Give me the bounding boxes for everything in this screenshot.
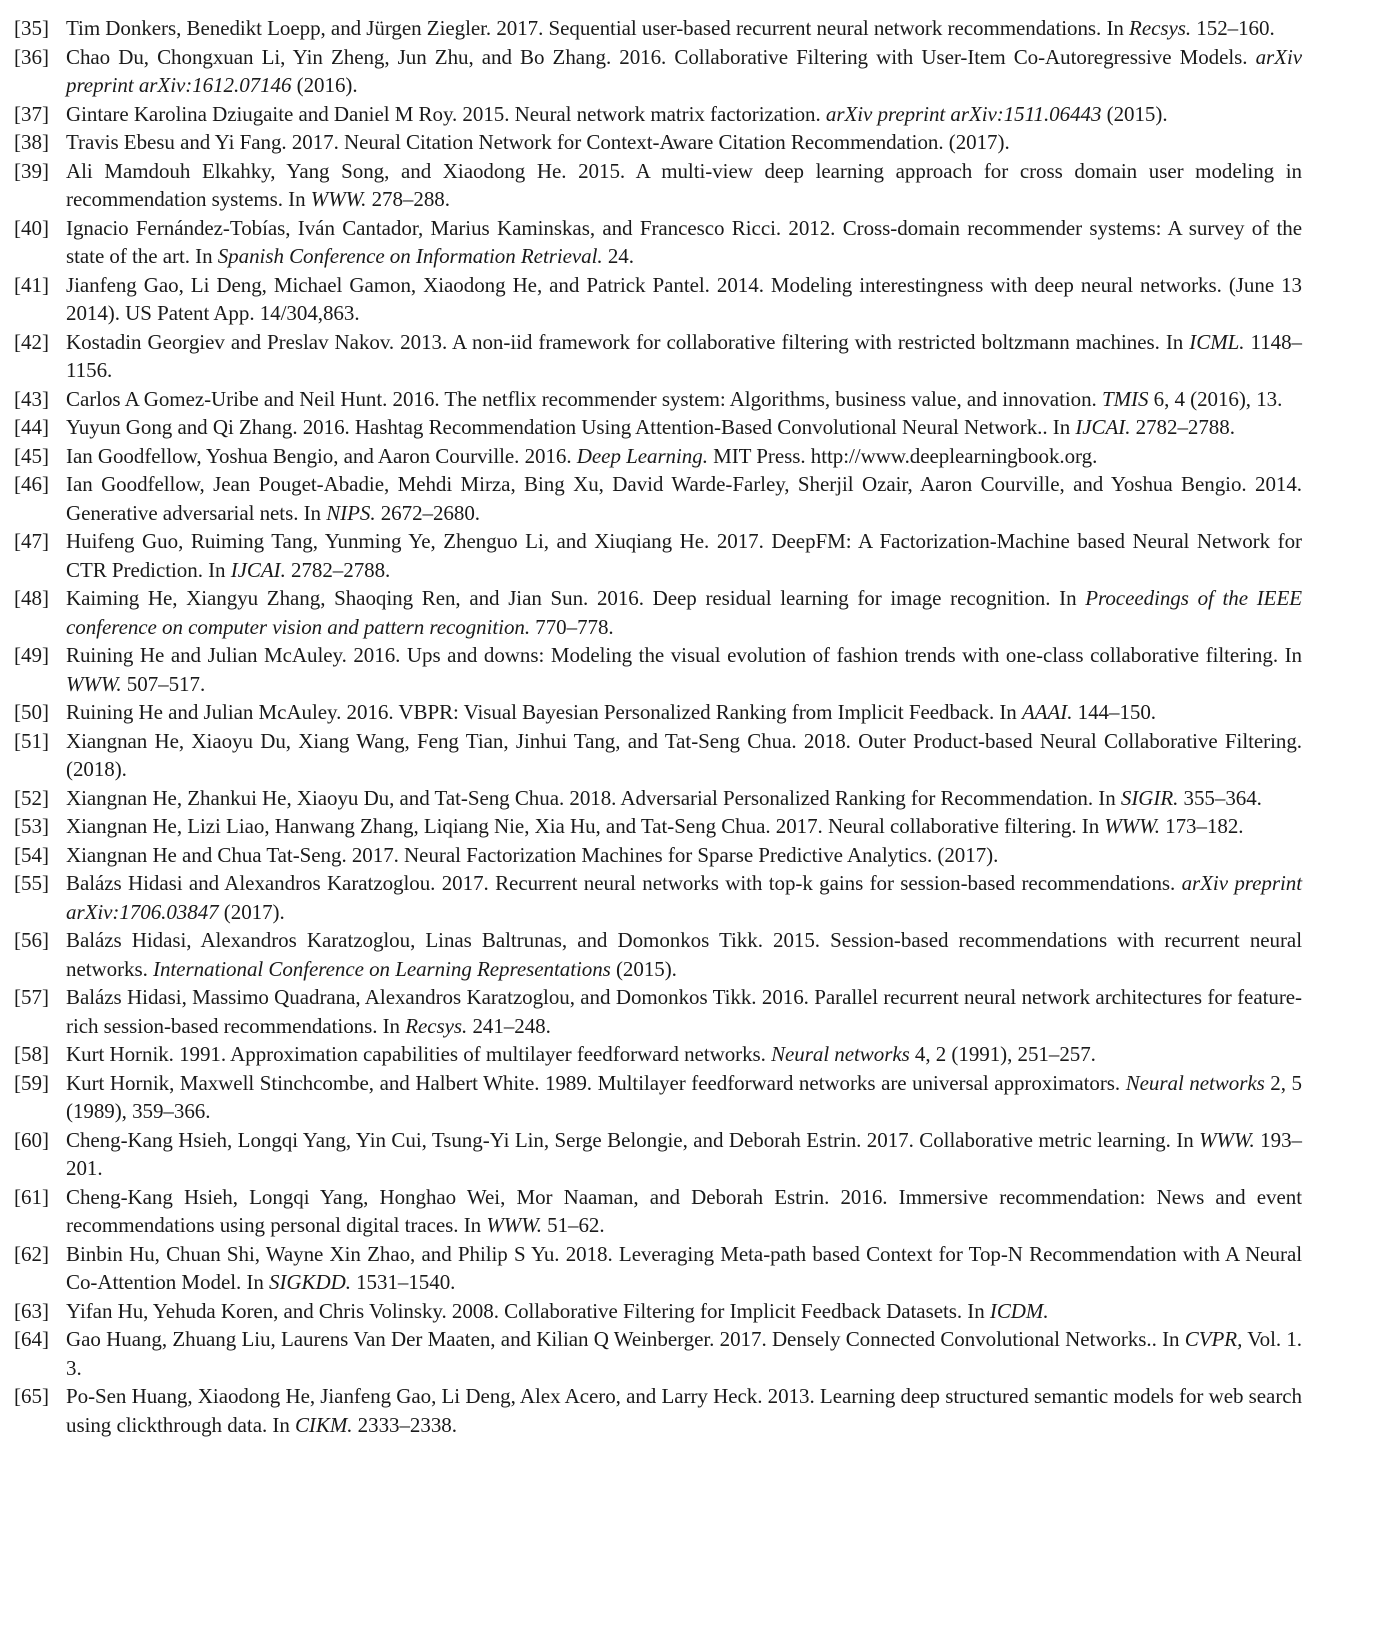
reference-text [66,869,1302,926]
reference-entry [14,413,1302,442]
reference-text [66,1382,1302,1439]
reference-text-run: 1148–1156. [66,329,1302,382]
reference-entry [14,328,1302,385]
reference-venue-italic: Deep Learning. [576,443,708,468]
reference-venue-italic: CIKM. [294,1412,353,1437]
reference-number: [59] [14,1070,49,1095]
reference-number: [45] [14,443,49,468]
reference-text-run: Jianfeng Gao, Li Deng, Michael Gamon, Xiaodong He, and Patrick Pantel. 2014. Modeling interestingness with deep neural networks. (June 13 2014). US Patent App. 14/304,863. [66,272,1302,325]
reference-venue-italic: IJCAI. [1075,415,1131,439]
reference-entry [14,527,1302,584]
reference-entry [14,100,1302,129]
reference-text-run: Xiangnan He and Chua Tat-Seng. 2017. Neural Factorization Machines for Sparse Predictive Analytics. (2017). [66,842,999,867]
reference-venue-italic: WWW. [66,671,122,696]
reference-text-run: 144–150. [1072,700,1156,724]
reference-entry [14,584,1302,641]
reference-text-run: 507–517. [121,671,206,696]
reference-entry [14,271,1302,328]
reference-text [66,470,1302,527]
reference-venue-italic: IJCAI. [230,557,286,582]
reference-text-run: 51–62. [541,1213,605,1237]
reference-text-run: Ruining He and Julian McAuley. 2016. VBPR: Visual Bayesian Personalized Ranking from Implicit Feedback. In [66,700,1022,724]
reference-text-run: Ian Goodfellow, Jean Pouget-Abadie, Mehdi Mirza, Bing Xu, David Warde-Farley, Sherjil Ozair, Aaron Courville, and Yoshua Bengio. 2014. Generative adversarial nets. In [66,472,1302,525]
reference-list [14,14,1302,1439]
reference-entry [14,14,1302,43]
reference-text-run: Ignacio Fernández-Tobías, Iván Cantador, Marius Kaminskas, and Francesco Ricci. 2012. Cross-domain recommender systems: A survey of the state of the art. In [66,215,1302,268]
reference-entry [14,1040,1302,1069]
reference-text-run: (2017). [218,899,285,924]
reference-text-run: Xiangnan He, Xiaoyu Du, Xiang Wang, Feng Tian, Jinhui Tang, and Tat-Seng Chua. 2018. Outer Product-based Neural Collaborative Filtering. (2018). [66,728,1302,781]
reference-number: [63] [14,1298,49,1323]
reference-text-run: Travis Ebesu and Yi Fang. 2017. Neural Citation Network for Context-Aware Citation Recommendation. (2017). [66,130,1010,154]
reference-number: [54] [14,842,49,867]
reference-entry [14,157,1302,214]
reference-text-run: Kurt Hornik, Maxwell Stinchcombe, and Halbert White. 1989. Multilayer feedforward networks are universal approximators. [66,1070,1126,1095]
reference-entry [14,926,1302,983]
reference-text [66,442,1302,471]
reference-number: [57] [14,985,49,1009]
reference-text-run: Chao Du, Chongxuan Li, Yin Zheng, Jun Zhu, and Bo Zhang. 2016. Collaborative Filtering with User-Item Co-Autoregressive Models. [66,44,1256,69]
reference-number: [40] [14,215,49,240]
reference-entry [14,1382,1302,1439]
reference-text-run: 355–364. [1178,785,1262,810]
reference-entry [14,442,1302,471]
reference-text [66,1183,1302,1240]
reference-entry [14,1126,1302,1183]
reference-venue-italic: ICML. [1189,329,1245,354]
reference-entry [14,812,1302,841]
reference-text-run: 2672–2680. [375,500,480,525]
reference-text-run: Po-Sen Huang, Xiaodong He, Jianfeng Gao, Li Deng, Alex Acero, and Larry Heck. 2013. Learning deep structured semantic models for web search using clickthrough data. In [66,1384,1302,1437]
reference-venue-italic: WWW. [1199,1127,1255,1152]
reference-text-run: 193–201. [66,1127,1302,1180]
reference-text-run: 2782–2788. [1130,415,1235,439]
reference-venue-italic: WWW. [310,187,367,211]
reference-text-run: MIT Press. http://www.deeplearningbook.org. [707,443,1098,468]
reference-text-run: Carlos A Gomez-Uribe and Neil Hunt. 2016. The netflix recommender system: Algorithms, business value, and innovation. [66,386,1102,411]
reference-text-run: (2016). [291,73,358,97]
reference-text [66,841,1302,870]
reference-venue-italic: TMIS [1101,386,1149,411]
reference-text-run: (2015). [610,956,677,981]
reference-text-run: Cheng-Kang Hsieh, Longqi Yang, Yin Cui, Tsung-Yi Lin, Serge Belongie, and Deborah Estrin. 2017. Collaborative metric learning. In [66,1127,1200,1152]
reference-number: [37] [14,101,49,126]
reference-text-run: Tim Donkers, Benedikt Loepp, and Jürgen Ziegler. 2017. Sequential user-based recurrent neural network recommendations. In [66,16,1130,40]
reference-text-run: 1531–1540. [350,1270,456,1294]
reference-text [66,983,1302,1040]
reference-number: [53] [14,814,49,838]
reference-text-run: Ali Mamdouh Elkahky, Yang Song, and Xiaodong He. 2015. A multi-view deep learning approach for cross domain user modeling in recommendation systems. In [66,158,1302,211]
reference-entry [14,128,1302,157]
reference-entry [14,1069,1302,1126]
reference-text-run: 6, 4 (2016), 13. [1148,386,1283,411]
reference-entry [14,1325,1302,1382]
reference-venue-italic: SIGKDD. [269,1270,351,1294]
reference-text [66,1240,1302,1297]
reference-text-run: Xiangnan He, Lizi Liao, Hanwang Zhang, Liqiang Nie, Xia Hu, and Tat-Seng Chua. 2017. Neural collaborative filtering. In [66,814,1105,838]
reference-number: [58] [14,1042,49,1066]
reference-text [66,812,1302,841]
reference-text-run: Gao Huang, Zhuang Liu, Laurens Van Der Maaten, and Kilian Q Weinberger. 2017. Densely Connected Convolutional Networks.. In [66,1327,1185,1351]
reference-text-run: 241–248. [467,1013,551,1038]
reference-number: [48] [14,586,49,610]
reference-text-run: Ian Goodfellow, Yoshua Bengio, and Aaron Courville. 2016. [66,443,577,468]
reference-number: [43] [14,386,49,411]
reference-number: [36] [14,44,49,69]
reference-text-run: Balázs Hidasi, Alexandros Karatzoglou, Linas Baltrunas, and Domonkos Tikk. 2015. Session-based recommendations with recurrent neural networks. [66,928,1302,981]
reference-entry [14,727,1302,784]
reference-entry [14,214,1302,271]
reference-entry [14,43,1302,100]
reference-number: [38] [14,130,49,154]
reference-venue-italic: arXiv preprint arXiv:1511.06443 [825,101,1102,126]
reference-text-run: Balázs Hidasi and Alexandros Karatzoglou. 2017. Recurrent neural networks with top-k gains for session-based recommendations. [66,871,1182,895]
reference-number: [65] [14,1384,49,1408]
reference-text-run: Kaiming He, Xiangyu Zhang, Shaoqing Ren, and Jian Sun. 2016. Deep residual learning for image recognition. In [66,586,1086,610]
reference-text [66,157,1302,214]
reference-entry [14,698,1302,727]
reference-venue-italic: Recsys. [1129,16,1192,40]
reference-number: [35] [14,16,49,40]
reference-text [66,1069,1302,1126]
reference-entry [14,470,1302,527]
reference-number: [46] [14,472,49,496]
reference-text [66,584,1302,641]
reference-entry [14,1240,1302,1297]
reference-entry [14,983,1302,1040]
reference-number: [49] [14,643,49,667]
reference-text-run: 2, 5 (1989), 359–366. [66,1070,1302,1123]
reference-text-run: 2333–2338. [352,1412,457,1437]
reference-number: [60] [14,1127,49,1152]
reference-venue-italic: Neural networks [771,1042,910,1066]
reference-text-run: Huifeng Guo, Ruiming Tang, Yunming Ye, Zhenguo Li, and Xiuqiang He. 2017. DeepFM: A Factorization-Machine based Neural Network for CTR Prediction. In [66,529,1302,582]
reference-text-run: 278–288. [366,187,450,211]
reference-venue-italic: SIGIR. [1120,785,1179,810]
reference-number: [44] [14,415,49,439]
reference-number: [39] [14,158,49,183]
reference-text-run: Kostadin Georgiev and Preslav Nakov. 2013. A non-iid framework for collaborative filtering with restricted boltzmann machines. In [66,329,1190,354]
reference-number: [64] [14,1327,49,1351]
reference-text-run: Kurt Hornik. 1991. Approximation capabilities of multilayer feedforward networks. [66,1042,772,1066]
reference-text-run: 173–182. [1159,814,1244,838]
reference-number: [47] [14,529,49,553]
reference-venue-italic: arXiv preprint arXiv:1706.03847 [66,871,1302,924]
reference-text [66,271,1302,328]
reference-text [66,128,1302,157]
reference-venue-italic: WWW. [1104,814,1160,838]
reference-entry [14,641,1302,698]
reference-text-run: Xiangnan He, Zhankui He, Xiaoyu Du, and Tat-Seng Chua. 2018. Adversarial Personalized Ranking for Recommendation. In [66,785,1121,810]
reference-venue-italic: AAAI. [1021,700,1073,724]
reference-venue-italic: NIPS. [326,500,376,525]
reference-number: [61] [14,1184,49,1209]
reference-text-run: Cheng-Kang Hsieh, Longqi Yang, Honghao Wei, Mor Naaman, and Deborah Estrin. 2016. Immersive recommendation: News and event recommendations using personal digital traces. In [66,1184,1302,1237]
reference-entry [14,1183,1302,1240]
reference-number: [41] [14,272,49,297]
reference-text-run: Vol. 1. 3. [66,1327,1302,1380]
reference-text [66,727,1302,784]
reference-venue-italic: International Conference on Learning Representations [153,956,611,981]
reference-text [66,641,1302,698]
reference-venue-italic: WWW. [486,1213,542,1237]
reference-text [66,100,1302,129]
reference-number: [50] [14,700,49,724]
reference-text-run: (2015). [1101,101,1168,126]
reference-venue-italic: Recsys. [405,1013,468,1038]
reference-text-run: Ruining He and Julian McAuley. 2016. Ups and downs: Modeling the visual evolution of fashion trends with one-class collaborative filtering. In [66,643,1302,667]
reference-entry [14,385,1302,414]
reference-text [66,43,1302,100]
reference-text-run: 152–160. [1191,16,1275,40]
reference-number: [51] [14,728,49,753]
reference-number: [62] [14,1241,49,1266]
reference-text-run: Yuyun Gong and Qi Zhang. 2016. Hashtag Recommendation Using Attention-Based Convolutional Neural Network.. In [66,415,1076,439]
reference-text-run: Balázs Hidasi, Massimo Quadrana, Alexandros Karatzoglou, and Domonkos Tikk. 2016. Parallel recurrent neural network architectures for feature-rich session-based recommendations. In [66,985,1302,1038]
reference-text [66,698,1302,727]
reference-text [66,1040,1302,1069]
reference-venue-italic: arXiv preprint arXiv:1612.07146 [66,44,1302,97]
reference-number: [55] [14,871,49,895]
reference-text [66,926,1302,983]
reference-venue-italic: CVPR, [1184,1327,1243,1351]
reference-entry [14,841,1302,870]
reference-text [66,1297,1302,1326]
reference-venue-italic: Proceedings of the IEEE conference on computer vision and pattern recognition. [66,586,1302,639]
reference-venue-italic: ICDM. [989,1298,1049,1323]
reference-venue-italic: Neural networks [1125,1070,1265,1095]
reference-text [66,413,1302,442]
reference-entry [14,1297,1302,1326]
reference-text [66,385,1302,414]
reference-text-run: Gintare Karolina Dziugaite and Daniel M Roy. 2015. Neural network matrix factorization. [66,101,826,126]
reference-text [66,1126,1302,1183]
reference-text-run: Yifan Hu, Yehuda Koren, and Chris Volinsky. 2008. Collaborative Filtering for Implicit Feedback Datasets. In [66,1298,990,1323]
reference-text-run: 770–778. [530,614,614,639]
reference-text [66,214,1302,271]
reference-text [66,784,1302,813]
reference-text-run: 2782–2788. [285,557,391,582]
reference-text [66,527,1302,584]
reference-text [66,1325,1302,1382]
reference-text [66,14,1302,43]
reference-number: [56] [14,928,49,952]
reference-number: [52] [14,785,49,810]
reference-entry [14,869,1302,926]
reference-text-run: Binbin Hu, Chuan Shi, Wayne Xin Zhao, and Philip S Yu. 2018. Leveraging Meta-path based Context for Top-N Recommendation with A Neural Co-Attention Model. In [66,1241,1302,1294]
reference-entry [14,784,1302,813]
reference-text-run: 24. [602,244,634,268]
reference-text [66,328,1302,385]
reference-venue-italic: Spanish Conference on Information Retrieval. [217,244,603,268]
reference-number: [42] [14,329,49,354]
reference-text-run: 4, 2 (1991), 251–257. [909,1042,1096,1066]
